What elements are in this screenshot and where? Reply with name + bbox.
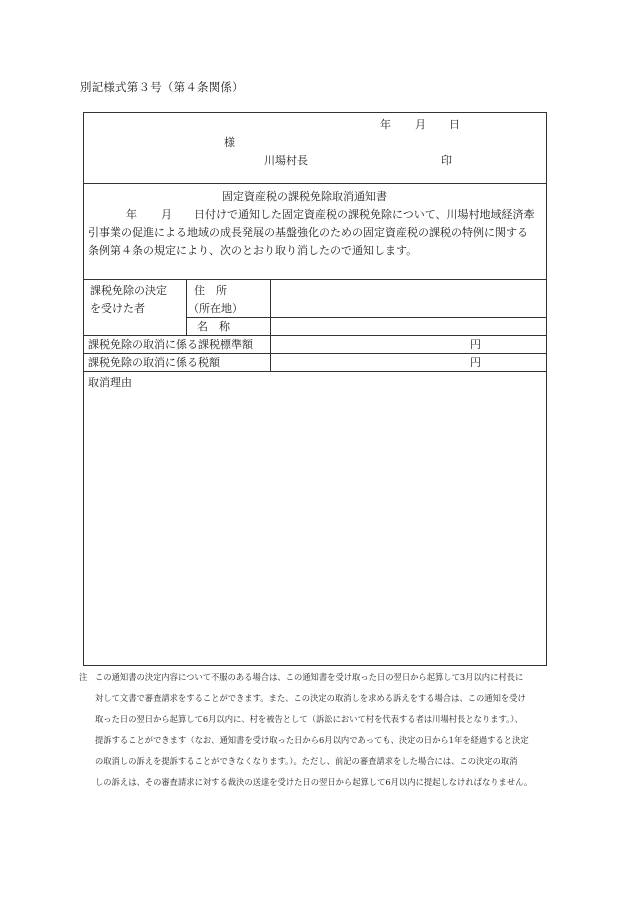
seal-mark: 印 xyxy=(441,154,452,167)
tax-amount-label: 課税免除の取消に係る税額 xyxy=(88,356,220,369)
name-label: 名 称 xyxy=(197,320,230,333)
tax-amount-unit: 円 xyxy=(470,356,481,369)
footnote-line-1: この通知書の決定内容について不服のある場合は、この通知書を受け取った日の翌日から起算して3月以内に村長に xyxy=(95,672,524,682)
recipient-label-line1: 課税免除の決定 xyxy=(90,284,167,297)
recipient-honorific: 様 xyxy=(224,136,235,149)
footnote-line-2: 対して文書で審査請求をすることができます。また、この決定の取消しを求める訴えをする場合は、この通知を受け xyxy=(95,693,526,703)
footnote-line-3: 取った日の翌日から起算して6月以内に、村を被告として（訴訟において村を代表する者は川場村長となります。）、 xyxy=(95,714,523,724)
divider-header xyxy=(84,183,546,184)
recipient-label-line2: を受けた者 xyxy=(90,302,145,315)
reason-label: 取消理由 xyxy=(88,376,132,389)
address-label: 住 所 xyxy=(194,284,227,297)
date-year-label: 年 xyxy=(380,118,391,131)
notice-title: 固定資産税の課税免除取消通知書 xyxy=(222,190,387,203)
recipient-column-divider xyxy=(186,279,187,335)
body-line-1: 日付けで通知した固定資産税の課税免除について、川場村地域経済牽 xyxy=(194,208,535,221)
divider-table-top xyxy=(84,279,546,280)
base-amount-unit: 円 xyxy=(470,338,481,351)
divider-reason xyxy=(84,371,546,372)
date-day-label: 日 xyxy=(449,118,460,131)
divider-tax-amount xyxy=(84,353,546,354)
body-line-3: 条例第４条の規定により、次のとおり取り消したので通知します。 xyxy=(88,244,418,257)
divider-base-amount xyxy=(84,335,546,336)
date-month-label: 月 xyxy=(415,118,426,131)
issuer-title: 川場村長 xyxy=(264,154,308,167)
footnote-line-6: しの訴えは、その審査請求に対する裁決の送達を受けた日の翌日から起算して6月以内に提起しなければなりません。 xyxy=(95,777,533,787)
base-amount-label: 課税免除の取消に係る課税標準額 xyxy=(88,338,253,351)
footnote-line-4: 提訴することができます（なお、通知書を受け取った日から6月以内であっても、決定の日から1年を経過すると決定 xyxy=(95,735,529,745)
notice-form-frame xyxy=(83,112,547,666)
body-year-label: 年 xyxy=(126,208,137,221)
location-label: （所在地） xyxy=(188,302,243,315)
footnote-line-5: の取消しの訴えを提訴することができなくなります。）。ただし、前記の審査請求をした場合には、この決定の取消 xyxy=(95,756,518,766)
body-month-label: 月 xyxy=(161,208,172,221)
body-line-2: 引事業の促進による地域の成長発展の基盤強化のための固定資産税の課税の特例に関する xyxy=(88,226,528,239)
value-column-divider xyxy=(270,279,271,371)
footnote-mark: 注 xyxy=(79,672,88,682)
divider-address-name xyxy=(186,317,546,318)
form-number-heading: 別記様式第３号（第４条関係） xyxy=(80,80,244,94)
